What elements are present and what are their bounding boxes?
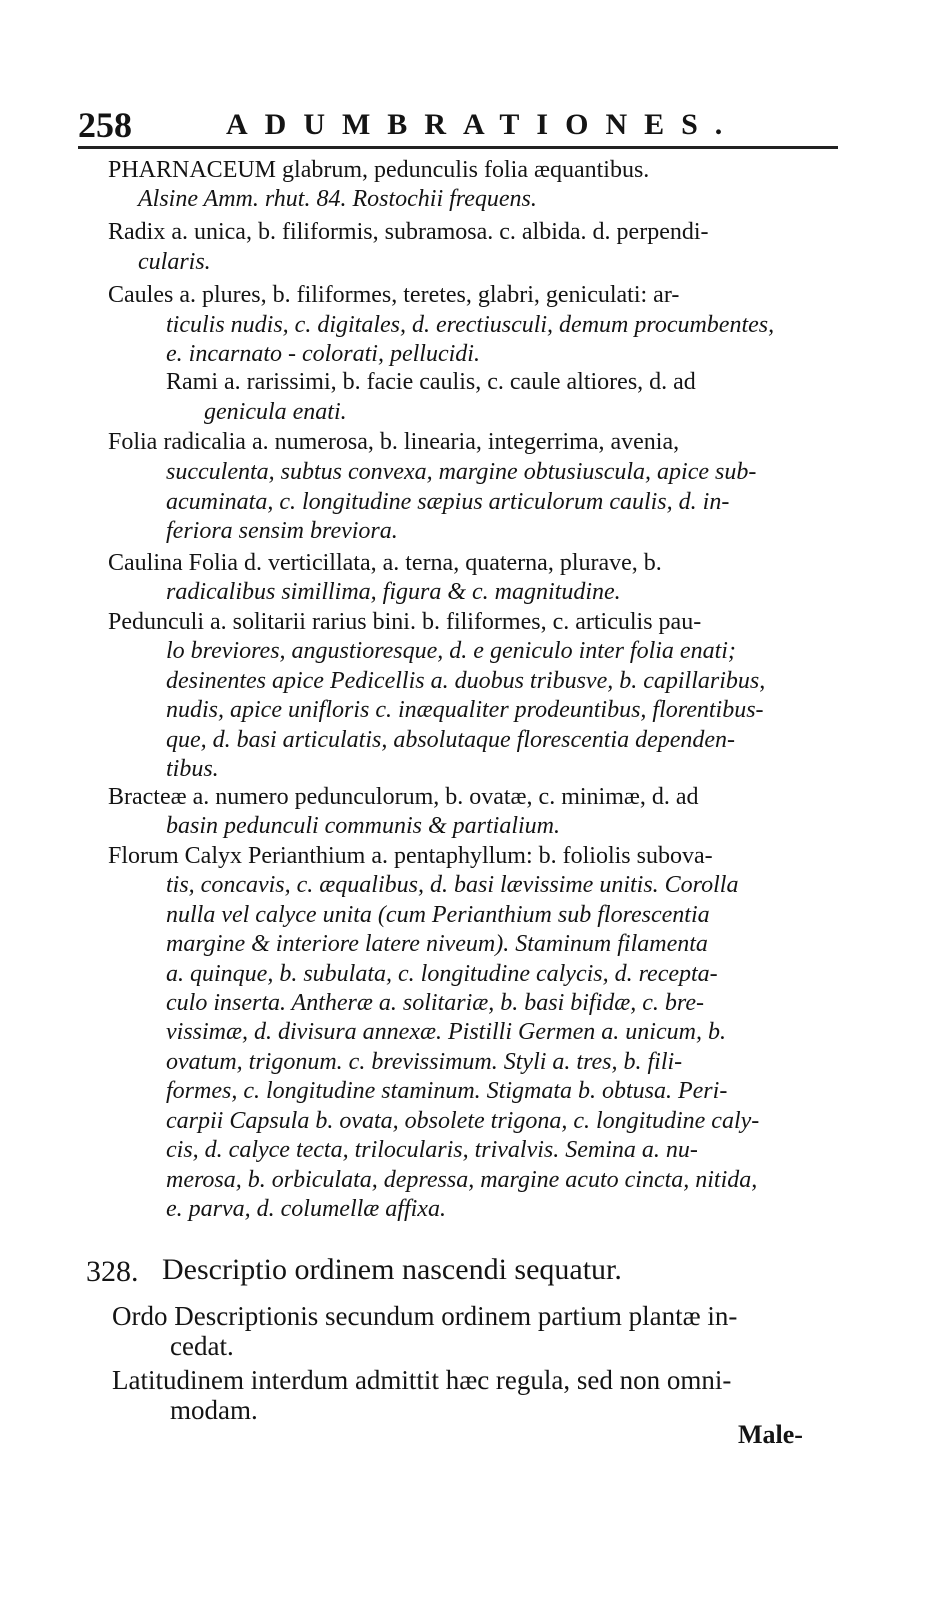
text-line: tibus.	[166, 756, 219, 782]
text-line: ovatum, trigonum. c. brevissimum. Styli a. tres, b. fili-	[166, 1049, 683, 1075]
text-line: genicula enati.	[204, 399, 347, 425]
text-line: vissimæ, d. divisura annexæ. Pistilli Germen a. unicum, b.	[166, 1019, 726, 1045]
text-line: tis, concavis, c. æqualibus, d. basi lævissime unitis. Corolla	[166, 872, 739, 898]
text-line: succulenta, subtus convexa, margine obtusiuscula, apice sub-	[166, 459, 757, 485]
text-line: formes, c. longitudine staminum. Stigmata b. obtusa. Peri-	[166, 1078, 728, 1104]
text-line: radicalibus simillima, figura & c. magnitudine.	[166, 579, 621, 605]
text-line: modam.	[170, 1395, 258, 1425]
text-line: basin pedunculi communis & partialium.	[166, 813, 560, 839]
text-line: que, d. basi articulatis, absolutaque florescentia dependen-	[166, 727, 736, 753]
text-line: Bracteæ a. numero pedunculorum, b. ovatæ, c. minimæ, d. ad	[108, 784, 699, 810]
text-line: lo breviores, angustioresque, d. e geniculo inter folia enati;	[166, 638, 736, 664]
text-line: Caulina Folia d. verticillata, a. terna, quaterna, plurave, b.	[108, 550, 662, 576]
page-header	[78, 104, 758, 144]
text-line: Alsine Amm. rhut. 84. Rostochii frequens.	[138, 186, 537, 212]
text-line: Caules a. plures, b. filiformes, teretes, glabri, geniculati: ar-	[108, 282, 680, 308]
section-number: 328.	[86, 1255, 139, 1288]
text-line: Florum Calyx Perianthium a. pentaphyllum: b. foliolis subova-	[108, 843, 713, 869]
text-line: cedat.	[170, 1331, 234, 1361]
text-line: Ordo Descriptionis secundum ordinem partium plantæ in-	[112, 1301, 738, 1331]
text-line: Folia radicalia a. numerosa, b. linearia, integerrima, avenia,	[108, 429, 680, 455]
text-line: culo inserta. Antheræ a. solitariæ, b. basi bifidæ, c. bre-	[166, 990, 705, 1016]
text-line: ticulis nudis, c. digitales, d. erectiusculi, demum procumbentes,	[166, 312, 775, 338]
text-line: e. incarnato - colorati, pellucidi.	[166, 341, 480, 367]
text-line: carpii Capsula b. ovata, obsolete trigona, c. longitudine caly-	[166, 1108, 760, 1134]
text-line: PHARNACEUM glabrum, pedunculis folia æquantibus.	[108, 157, 650, 183]
section-heading: Descriptio ordinem nascendi sequatur.	[162, 1253, 622, 1286]
text-line: merosa, b. orbiculata, depressa, margine acuto cincta, nitida,	[166, 1167, 758, 1193]
text-line: desinentes apice Pedicellis a. duobus tribusve, b. capillaribus,	[166, 668, 766, 694]
page-number: 258	[78, 105, 132, 145]
text-line: cularis.	[138, 249, 211, 275]
text-line: Pedunculi a. solitarii rarius bini. b. filiformes, c. articulis pau-	[108, 609, 702, 635]
text-line: acuminata, c. longitudine sæpius articulorum caulis, d. in-	[166, 489, 730, 515]
text-line: nulla vel calyce unita (cum Perianthium sub florescentia	[166, 902, 710, 928]
text-line: a. quinque, b. subulata, c. longitudine calycis, d. recepta-	[166, 961, 718, 987]
text-line: Rami a. rarissimi, b. facie caulis, c. caule altiores, d. ad	[166, 369, 696, 395]
header-rule	[78, 146, 838, 149]
text-line: Radix a. unica, b. filiformis, subramosa. c. albida. d. perpendi-	[108, 219, 709, 245]
text-line: margine & interiore latere niveum). Staminum filamenta	[166, 931, 708, 957]
text-line: cis, d. calyce tecta, trilocularis, trivalvis. Semina a. nu-	[166, 1137, 698, 1163]
catchword: Male-	[738, 1420, 803, 1449]
text-line: Latitudinem interdum admittit hæc regula, sed non omni-	[112, 1365, 732, 1395]
text-line: feriora sensim breviora.	[166, 518, 398, 544]
running-title: ADUMBRATIONES.	[226, 108, 740, 141]
text-line: e. parva, d. columellæ affixa.	[166, 1196, 446, 1222]
text-line: nudis, apice unifloris c. inæqualiter prodeuntibus, florentibus-	[166, 697, 764, 723]
